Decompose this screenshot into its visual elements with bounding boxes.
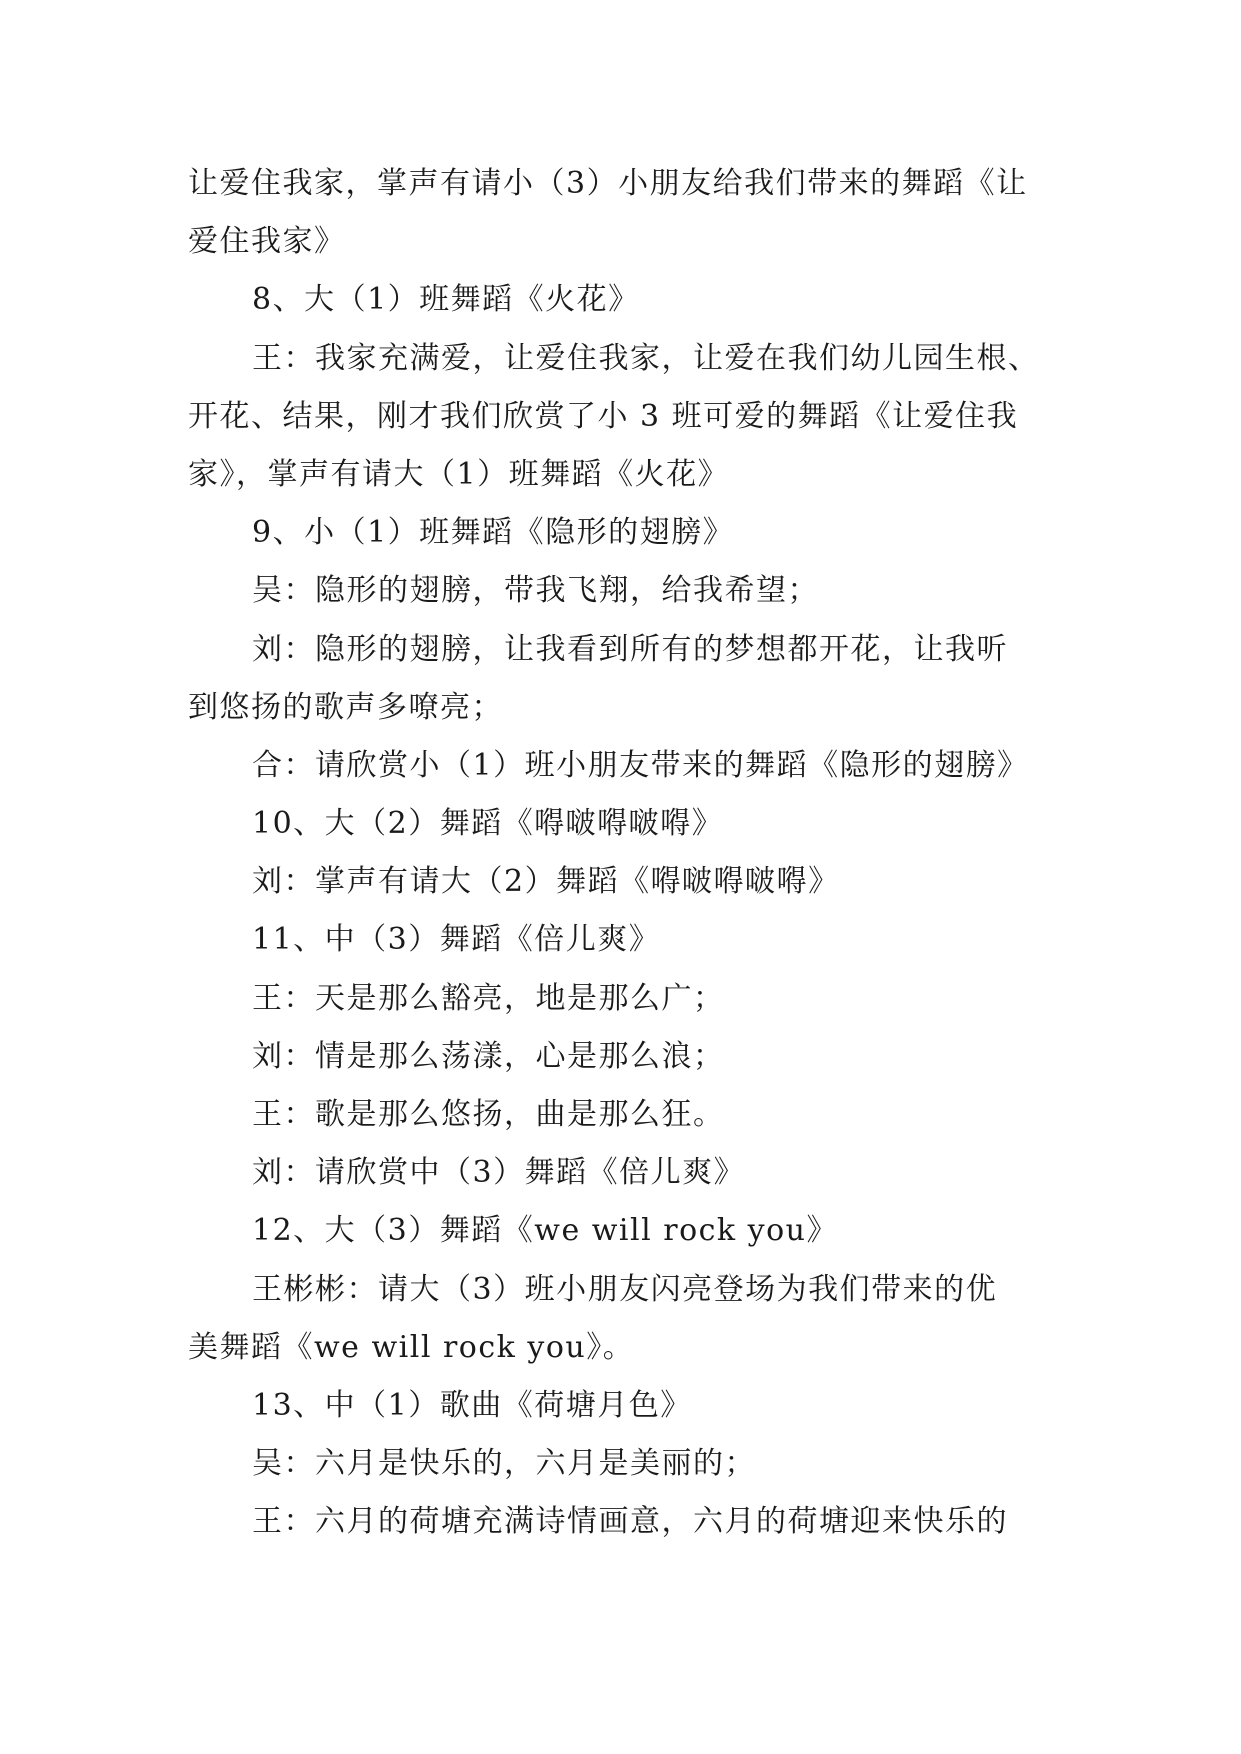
host-line: 吴：隐形的翅膀，带我飞翔，给我希望； xyxy=(252,573,819,609)
host-line: 王彬彬：请大（3）班小朋友闪亮登场为我们带来的优 xyxy=(252,1271,998,1307)
program-item-heading: 11、中（3）舞蹈《倍儿爽》 xyxy=(252,922,661,958)
host-line: 刘：掌声有请大（2）舞蹈《嘚啵嘚啵嘚》 xyxy=(252,864,840,900)
host-line: 吴：六月是快乐的，六月是美丽的； xyxy=(252,1446,756,1482)
text-line: 美舞蹈《we will rock you》。 xyxy=(188,1329,635,1365)
host-line: 刘：请欣赏中（3）舞蹈《倍儿爽》 xyxy=(252,1155,746,1191)
text-line: 家》，掌声有请大（1）班舞蹈《火花》 xyxy=(188,456,730,492)
host-line: 王：六月的荷塘充满诗情画意，六月的荷塘迎来快乐的 xyxy=(252,1504,1008,1540)
host-line: 王：歌是那么悠扬，曲是那么狂。 xyxy=(252,1097,725,1132)
text-line: 到悠扬的歌声多嘹亮； xyxy=(188,689,503,725)
host-line: 刘：情是那么荡漾，心是那么浪； xyxy=(252,1038,725,1074)
program-item-heading: 12、大（3）舞蹈《we will rock you》 xyxy=(252,1213,838,1249)
text-line: 爱住我家》 xyxy=(188,224,346,260)
host-line: 合：请欣赏小（1）班小朋友带来的舞蹈《隐形的翅膀》 xyxy=(252,747,1029,783)
body-text xyxy=(188,155,1068,1552)
program-item-heading: 9、小（1）班舞蹈《隐形的翅膀》 xyxy=(252,515,735,551)
text-line: 让爱住我家，掌声有请小（3）小朋友给我们带来的舞蹈《让 xyxy=(188,166,1028,201)
program-item-heading: 10、大（2）舞蹈《嘚啵嘚啵嘚》 xyxy=(252,806,724,842)
program-item-heading: 13、中（1）歌曲《荷塘月色》 xyxy=(252,1387,692,1423)
program-item-heading: 8、大（1）班舞蹈《火花》 xyxy=(252,282,640,318)
host-line: 王：天是那么豁亮，地是那么广； xyxy=(252,980,725,1016)
host-line: 刘：隐形的翅膀，让我看到所有的梦想都开花，让我听 xyxy=(252,631,1008,667)
text-line: 开花、结果，刚才我们欣赏了小 3 班可爱的舞蹈《让爱住我 xyxy=(188,398,1019,434)
host-line: 王：我家充满爱，让爱住我家，让爱在我们幼儿园生根、 xyxy=(252,340,1040,376)
